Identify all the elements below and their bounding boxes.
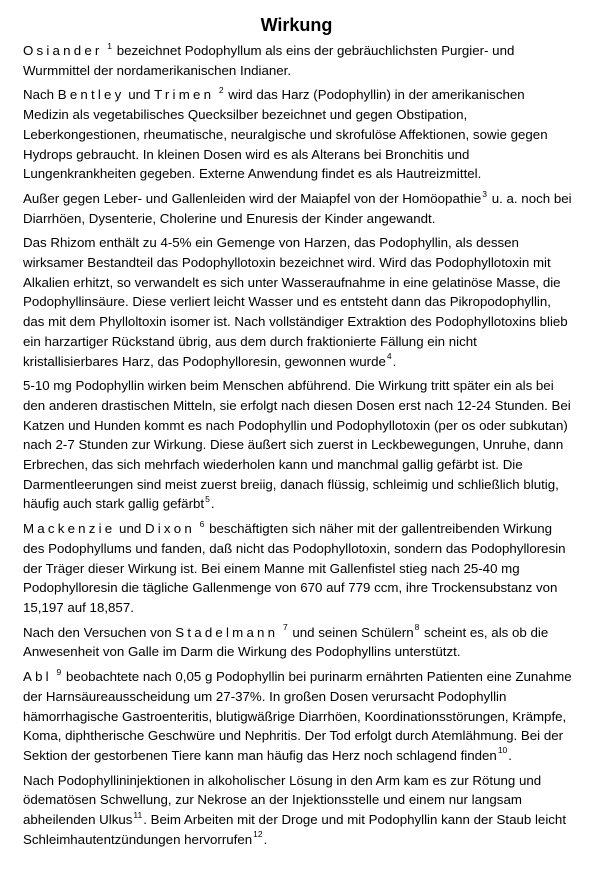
author-name: Dixon <box>144 521 195 537</box>
document-body <box>23 41 573 854</box>
text-run: wird das Harz (Podophyllin) in der amerikanischen Medizin als vegetabilisches Quecksilber bezeichnet und gegen Obstipation, Leberkongestionen, rheumatische, neuralgische und skrofulöse Affektionen, sowie gegen Hydrops gebraucht. In kleinen Dosen wird es als Alterans bei Bronchitis und Lungenkrankheiten gegeben. Externe Anwendung findet es als Hautreizmittel. <box>23 87 548 182</box>
paragraph <box>23 667 573 766</box>
text-run: und <box>124 87 155 103</box>
footnote-ref: 7 <box>282 622 288 633</box>
author-name: Bentley <box>57 87 125 103</box>
page-title: Wirkung <box>260 15 333 35</box>
footnote-ref: 1 <box>107 40 112 51</box>
footnote-ref: 11 <box>133 809 143 820</box>
text-run: Nach <box>23 87 58 103</box>
footnote-ref: 9 <box>56 666 62 677</box>
text-run: Das Rhizom enthält zu 4-5% ein Gemenge von Harzen, das Podophyllin, als dessen wirksamer Bestandteil das Podophyllotoxin bezeichnet wird. Wird das Podophyllotoxin mit Alkalien erhitzt, so verwandelt es sich unter Wasseraufnahme in eine gelatinöse Masse, die Podophyllinsäure. Diese verliert leicht Wasser und es entsteht dann das Pikropodophyllin, das mit dem Phylloltoxin isomer ist. Nach vollständiger Extraktion des Podophyllotoxins blieb ein harzartiger Rückstand übrig, aus dem durch fraktionierte Fällung ein nicht kristallisierbares Harz, das Podophylloresin, gewonnen wurde <box>23 235 568 369</box>
text-run: und seinen Schülern <box>288 624 414 640</box>
paragraph <box>23 771 573 850</box>
text-run <box>103 43 107 58</box>
author-name: Osiander <box>23 43 103 58</box>
text-run: beschäftigten sich näher mit der gallentreibenden Wirkung des Podophyllums und fanden, daß nicht das Podophyllotoxin, sondern das Podophylloresin der Träger dieser Wirkung ist. Bei einem Manne mit Gallenfistel stieg nach 25-40 mg Podophylloresin die tägliche Gallenmenge von 670 auf 779 ccm, ihre Trockensubstanz von 15,197 auf 18,857. <box>23 521 566 615</box>
text-run <box>195 521 199 536</box>
author-name: Trimen <box>154 87 215 103</box>
text-run: beobachtete nach 0,05 g Podophyllin bei purinarm ernährten Patienten eine Zunahme der Harnsäureausscheidung um 27-37%. In großen Dosen verursacht Podophyllin hämorrhagische Gastroenteritis, blutigwäßrige Diarrhöen, Koordinationsstörungen, Krämpfe, Koma, diphtherische Geschwüre und Nephritis. Der Tod erfolgt durch Atemlähmung. Bei der Sektion der gestorbenen Tiere kann man häufig das Herz noch schlagend finden <box>23 669 572 763</box>
text-run: . Beim Arbeiten mit der Droge und mit Podophyllin kann der Staub leicht Schleimhautentzündungen hervorrufen <box>23 812 567 847</box>
paragraph <box>23 233 573 371</box>
paragraph <box>23 519 573 618</box>
author-name: Mackenzie <box>23 521 116 537</box>
paragraph <box>23 376 573 514</box>
paragraph <box>23 85 573 184</box>
text-run: . <box>508 747 512 763</box>
text-run: . <box>392 353 397 369</box>
text-run: Nach den Versuchen von <box>23 624 176 640</box>
text-run <box>278 625 282 640</box>
footnote-ref: 4 <box>386 351 392 362</box>
paragraph <box>23 41 573 80</box>
text-run: . <box>263 831 268 847</box>
footnote-ref: 6 <box>199 518 205 529</box>
text-run: u. a. noch bei Diarrhöen, Dysenterie, Cholerine und Enuresis der Kinder angewandt. <box>23 190 572 226</box>
text-run: scheint es, als ob die Anwesenheit von Galle im Darm die Wirkung des Podophyllins unterstützt. <box>23 624 549 660</box>
footnote-ref: 3 <box>482 188 488 199</box>
paragraph <box>23 623 573 662</box>
footnote-ref: 10 <box>497 745 508 756</box>
text-run: . <box>210 496 215 512</box>
text-run: 5-10 mg Podophyllin wirken beim Menschen abführend. Die Wirkung tritt später ein als bei den anderen drastischen Mitteln, sie erfolgt nach diesen Dosen erst nach 12-24 Stunden. Bei Katzen und Hunden kommt es nach Podophyllin und Podophyllotoxin (per os oder subkutan) nach 2-7 Stunden zur Wirkung. Diese äußert sich zuerst in Leckbewegungen, Unruhe, dann Erbrechen, das sich mehrfach wiederholen kann und manchmal gallig gefärbt ist. Die Darmentleerungen sind meist zuerst breiig, danach flüssig, schleimig und schließlich blutig, häufig auch stark gallig gefärbt <box>23 378 571 512</box>
paragraph <box>23 189 573 228</box>
author-name: Stadelmann <box>175 624 279 640</box>
text-run <box>214 87 218 102</box>
footnote-ref: 5 <box>205 494 210 505</box>
footnote-ref: 12 <box>253 829 263 840</box>
text-run: und <box>115 521 145 537</box>
footnote-ref: 2 <box>218 84 224 95</box>
text-run <box>52 669 56 684</box>
footnote-ref: 8 <box>414 622 420 633</box>
text-run: Außer gegen Leber- und Gallenleiden wird der Maiapfel von der Homöopathie <box>23 190 482 206</box>
text-run: Nach Podophyllininjektionen in alkoholischer Lösung in den Arm kam es zur Rötung und ödematösen Schwellung, zur Nekrose an der Injektionsstelle und einem nur langsam abheilenden Ulkus <box>23 772 542 828</box>
author-name: Abl <box>23 669 52 685</box>
text-run: bezeichnet Podophyllum als eins der gebräuchlichsten Purgier- und Wurmmittel der nordamerikanischen Indianer. <box>23 43 515 78</box>
